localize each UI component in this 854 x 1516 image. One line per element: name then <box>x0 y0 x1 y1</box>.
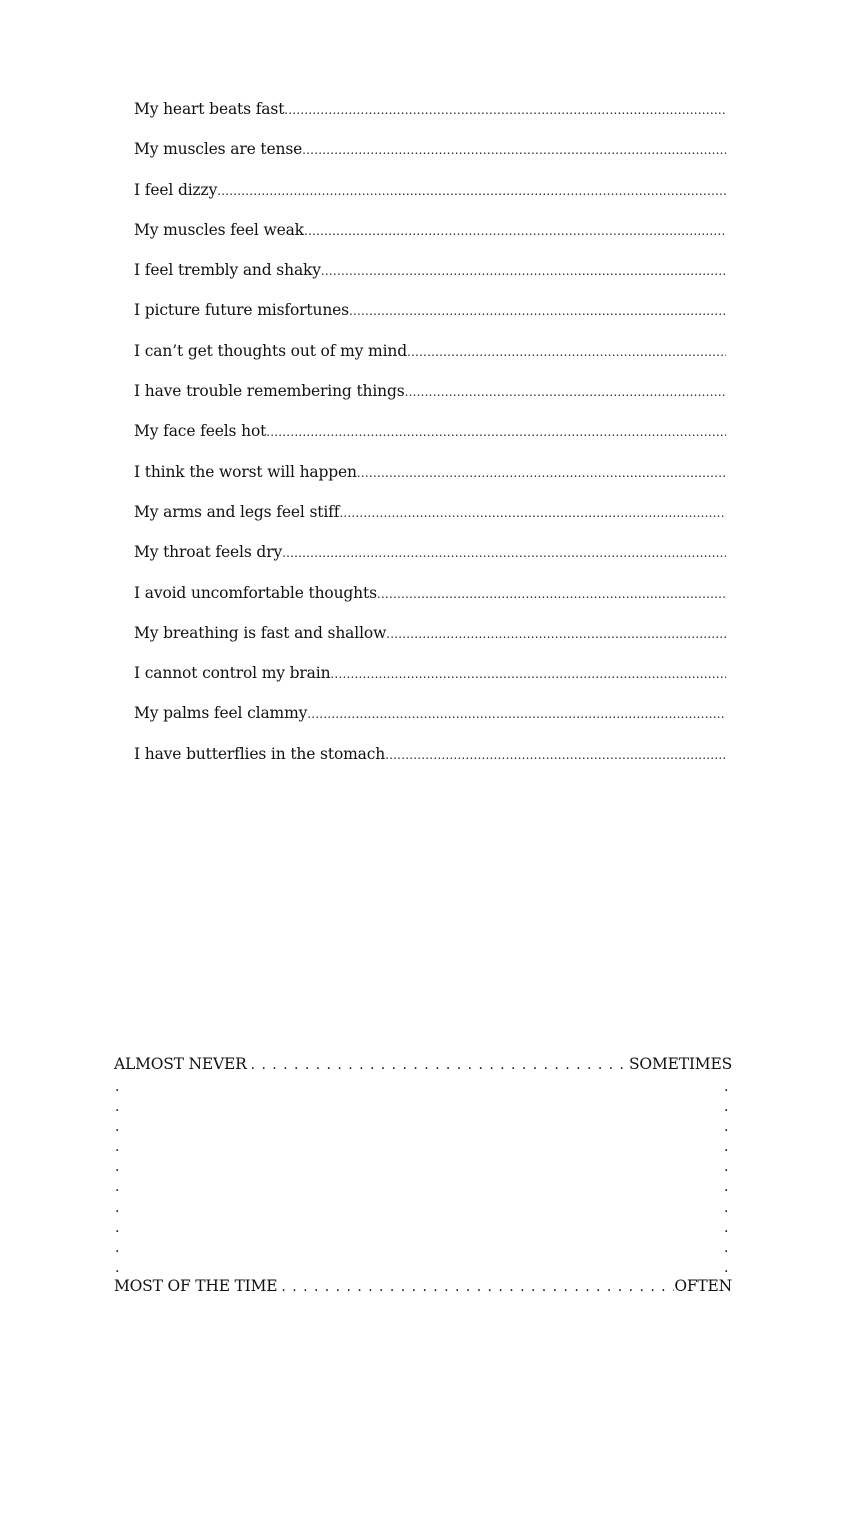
symptom-item-label: I feel trembly and shaky <box>134 261 321 280</box>
scale-top-dotted-line <box>247 1057 629 1073</box>
symptom-item <box>134 96 726 136</box>
symptom-item-label: I have butterflies in the stomach <box>134 744 386 763</box>
symptom-item-label: My heart beats fast <box>134 100 285 118</box>
symptom-item-label: I have trouble remembering things <box>134 382 405 401</box>
symptom-item <box>134 499 726 539</box>
dotted-leader <box>304 218 726 244</box>
dotted-leader <box>330 661 726 687</box>
dotted-leader <box>321 258 726 284</box>
scale-almost-never-label: ALMOST NEVER <box>114 1055 247 1073</box>
dotted-leader <box>282 540 726 566</box>
scale-left-dotted-line <box>115 1077 121 1278</box>
dotted-leader <box>407 339 726 365</box>
symptom-item-label: I can’t get thoughts out of my mind <box>134 341 407 360</box>
dotted-leader <box>377 581 726 607</box>
symptom-item-label: My palms feel clammy <box>134 704 308 723</box>
dotted-leader <box>386 621 726 647</box>
dotted-leader <box>307 701 726 727</box>
dotted-leader <box>217 178 726 204</box>
symptom-item <box>134 700 726 740</box>
dotted-leader <box>357 460 726 486</box>
symptom-item-label: I cannot control my brain <box>134 664 331 683</box>
symptom-item-label: My face feels hot <box>134 422 267 441</box>
symptom-item <box>134 257 726 297</box>
symptom-list <box>134 96 726 781</box>
symptom-item-label: I think the worst will happen <box>134 462 357 481</box>
symptom-item-label: I avoid uncomfortable thoughts <box>134 583 377 602</box>
symptom-item-label: My throat feels dry <box>134 543 283 562</box>
scale-most-of-the-time-label: MOST OF THE TIME <box>114 1277 278 1295</box>
symptom-item <box>134 741 726 781</box>
scale-top-row <box>114 1055 732 1073</box>
symptom-item <box>134 459 726 499</box>
symptom-item-label: My muscles feel weak <box>134 220 304 239</box>
dotted-leader <box>302 137 726 163</box>
symptom-item <box>134 620 726 660</box>
frequency-scale <box>114 1055 732 1305</box>
symptom-item-label: My breathing is fast and shallow <box>134 623 387 642</box>
symptom-item-label: I feel dizzy <box>134 180 218 199</box>
symptom-item <box>134 660 726 700</box>
dotted-leader <box>266 419 726 445</box>
dotted-leader <box>405 379 726 405</box>
symptom-item <box>134 539 726 579</box>
dotted-leader <box>349 298 726 324</box>
scale-often-label: OFTEN <box>674 1277 732 1295</box>
symptom-item <box>134 217 726 257</box>
symptom-item <box>134 136 726 176</box>
scale-bottom-dotted-line <box>277 1279 674 1295</box>
dotted-leader <box>284 97 726 123</box>
symptom-item <box>134 177 726 217</box>
symptom-item-label: My arms and legs feel stiff <box>134 502 340 521</box>
symptom-item <box>134 297 726 337</box>
symptom-item-label: I picture future misfortunes <box>134 301 349 320</box>
symptom-item <box>134 378 726 418</box>
dotted-leader <box>385 742 726 768</box>
dotted-leader <box>339 500 726 526</box>
scale-right-dotted-line <box>724 1077 730 1278</box>
scale-bottom-row <box>114 1277 732 1295</box>
scale-sometimes-label: SOMETIMES <box>629 1055 732 1073</box>
symptom-item <box>134 580 726 620</box>
symptom-item <box>134 418 726 458</box>
symptom-item-label: My muscles are tense <box>134 140 303 159</box>
symptom-item <box>134 338 726 378</box>
